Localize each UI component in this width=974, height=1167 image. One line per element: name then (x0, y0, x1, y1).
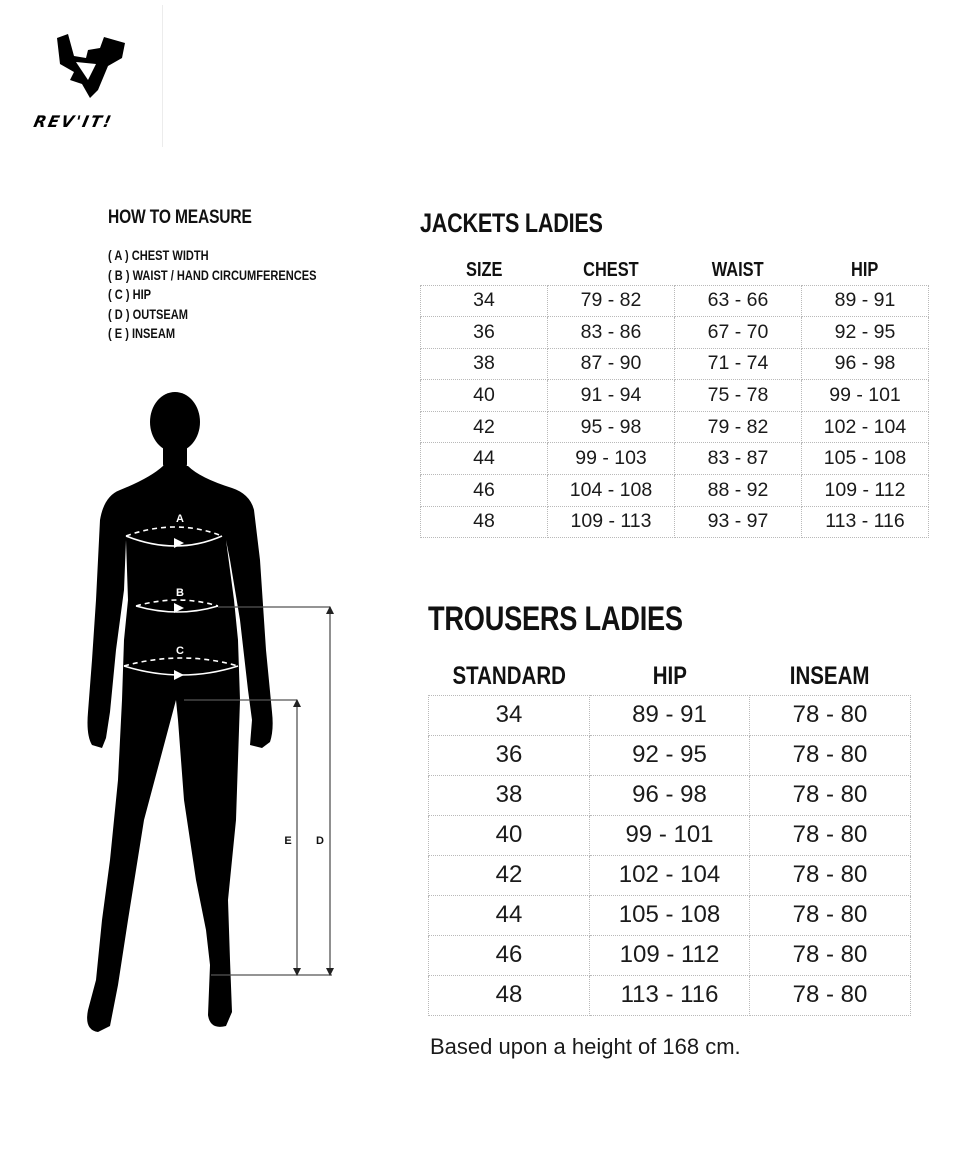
waist-cell: 83 - 87 (675, 443, 802, 475)
column-header-size: SIZE (465, 258, 503, 281)
measure-item-b: ( B ) WAIST / HAND CIRCUMFERENCES (108, 267, 317, 283)
how-to-measure-list (108, 246, 362, 344)
hip-cell: 89 - 91 (802, 285, 929, 317)
hip-cell: 99 - 101 (802, 380, 929, 412)
chest-cell: 104 - 108 (548, 475, 675, 507)
standard-cell: 46 (429, 935, 590, 975)
chest-cell: 99 - 103 (548, 443, 675, 475)
chest-cell: 95 - 98 (548, 411, 675, 443)
header-divider (162, 5, 163, 147)
inseam-cell: 78 - 80 (750, 815, 911, 855)
hip-cell: 102 - 104 (802, 411, 929, 443)
jackets-ladies-title: JACKETS LADIES (420, 208, 603, 238)
table-row (421, 475, 929, 507)
table-row (429, 775, 911, 815)
table-row (429, 935, 911, 975)
hip-cell: 96 - 98 (590, 775, 750, 815)
hip-cell: 113 - 116 (802, 506, 929, 538)
hip-cell: 105 - 108 (802, 443, 929, 475)
table-header-row (429, 657, 911, 695)
brand-logo (30, 28, 155, 133)
label-c: C (176, 645, 184, 657)
female-silhouette-icon (87, 392, 273, 1032)
waist-cell: 79 - 82 (675, 411, 802, 443)
table-row (421, 506, 929, 538)
chest-cell: 109 - 113 (548, 506, 675, 538)
table-row (429, 815, 911, 855)
waist-cell: 93 - 97 (675, 506, 802, 538)
label-d: D (316, 835, 324, 847)
size-cell: 40 (421, 380, 548, 412)
inseam-cell: 78 - 80 (750, 855, 911, 895)
table-row (421, 411, 929, 443)
column-header-standard: STANDARD (452, 661, 566, 690)
body-measurement-figure (78, 385, 358, 1045)
chest-cell: 87 - 90 (548, 348, 675, 380)
hip-cell: 113 - 116 (590, 975, 750, 1015)
size-cell: 44 (421, 443, 548, 475)
standard-cell: 38 (429, 775, 590, 815)
standard-cell: 34 (429, 695, 590, 735)
inseam-cell: 78 - 80 (750, 895, 911, 935)
column-header-chest: CHEST (583, 258, 639, 281)
inseam-cell: 78 - 80 (750, 775, 911, 815)
measure-item-a: ( A ) CHEST WIDTH (108, 248, 209, 263)
jackets-size-table (420, 254, 929, 538)
how-to-measure-title: HOW TO MEASURE (108, 207, 252, 228)
table-row (429, 735, 911, 775)
size-cell: 42 (421, 411, 548, 443)
label-a: A (176, 513, 184, 525)
table-row (421, 443, 929, 475)
size-cell: 36 (421, 317, 548, 349)
table-header-row (421, 254, 929, 285)
hip-cell: 102 - 104 (590, 855, 750, 895)
waist-cell: 67 - 70 (675, 317, 802, 349)
label-e: E (284, 835, 292, 847)
hip-cell: 92 - 95 (590, 735, 750, 775)
chest-cell: 79 - 82 (548, 285, 675, 317)
table-row (429, 975, 911, 1015)
measure-item-c: ( C ) HIP (108, 287, 152, 303)
inseam-cell: 78 - 80 (750, 735, 911, 775)
hip-cell: 99 - 101 (590, 815, 750, 855)
waist-cell: 75 - 78 (675, 380, 802, 412)
table-row (429, 695, 911, 735)
hip-cell: 96 - 98 (802, 348, 929, 380)
size-cell: 46 (421, 475, 548, 507)
hip-cell: 109 - 112 (802, 475, 929, 507)
hip-cell: 89 - 91 (590, 695, 750, 735)
standard-cell: 40 (429, 815, 590, 855)
standard-cell: 44 (429, 895, 590, 935)
table-row (421, 348, 929, 380)
size-cell: 48 (421, 506, 548, 538)
inseam-cell: 78 - 80 (750, 975, 911, 1015)
hip-cell: 105 - 108 (590, 895, 750, 935)
standard-cell: 48 (429, 975, 590, 1015)
waist-cell: 71 - 74 (675, 348, 802, 380)
table-row (429, 855, 911, 895)
standard-cell: 36 (429, 735, 590, 775)
label-b: B (176, 587, 184, 599)
table-row (429, 895, 911, 935)
hip-cell: 109 - 112 (590, 935, 750, 975)
waist-cell: 88 - 92 (675, 475, 802, 507)
waist-cell: 63 - 66 (675, 285, 802, 317)
measure-item-e: ( E ) INSEAM (108, 326, 176, 342)
brand-wordmark: REV'IT! (31, 112, 115, 131)
column-header-hip: HIP (851, 258, 879, 281)
trousers-size-table (428, 657, 911, 1016)
column-header-inseam: INSEAM (790, 661, 870, 690)
size-cell: 38 (421, 348, 548, 380)
table-row (421, 380, 929, 412)
table-row (421, 317, 929, 349)
hip-cell: 92 - 95 (802, 317, 929, 349)
chest-cell: 83 - 86 (548, 317, 675, 349)
measure-item-d: ( D ) OUTSEAM (108, 306, 188, 322)
column-header-hip: HIP (652, 661, 687, 690)
chest-cell: 91 - 94 (548, 380, 675, 412)
revit-shield-logo-icon (30, 28, 155, 108)
inseam-cell: 78 - 80 (750, 695, 911, 735)
size-cell: 34 (421, 285, 548, 317)
table-row (421, 285, 929, 317)
standard-cell: 42 (429, 855, 590, 895)
height-footnote: Based upon a height of 168 cm. (430, 1034, 741, 1059)
column-header-waist: WAIST (712, 258, 764, 281)
trousers-ladies-title: TROUSERS LADIES (428, 600, 683, 638)
inseam-cell: 78 - 80 (750, 935, 911, 975)
